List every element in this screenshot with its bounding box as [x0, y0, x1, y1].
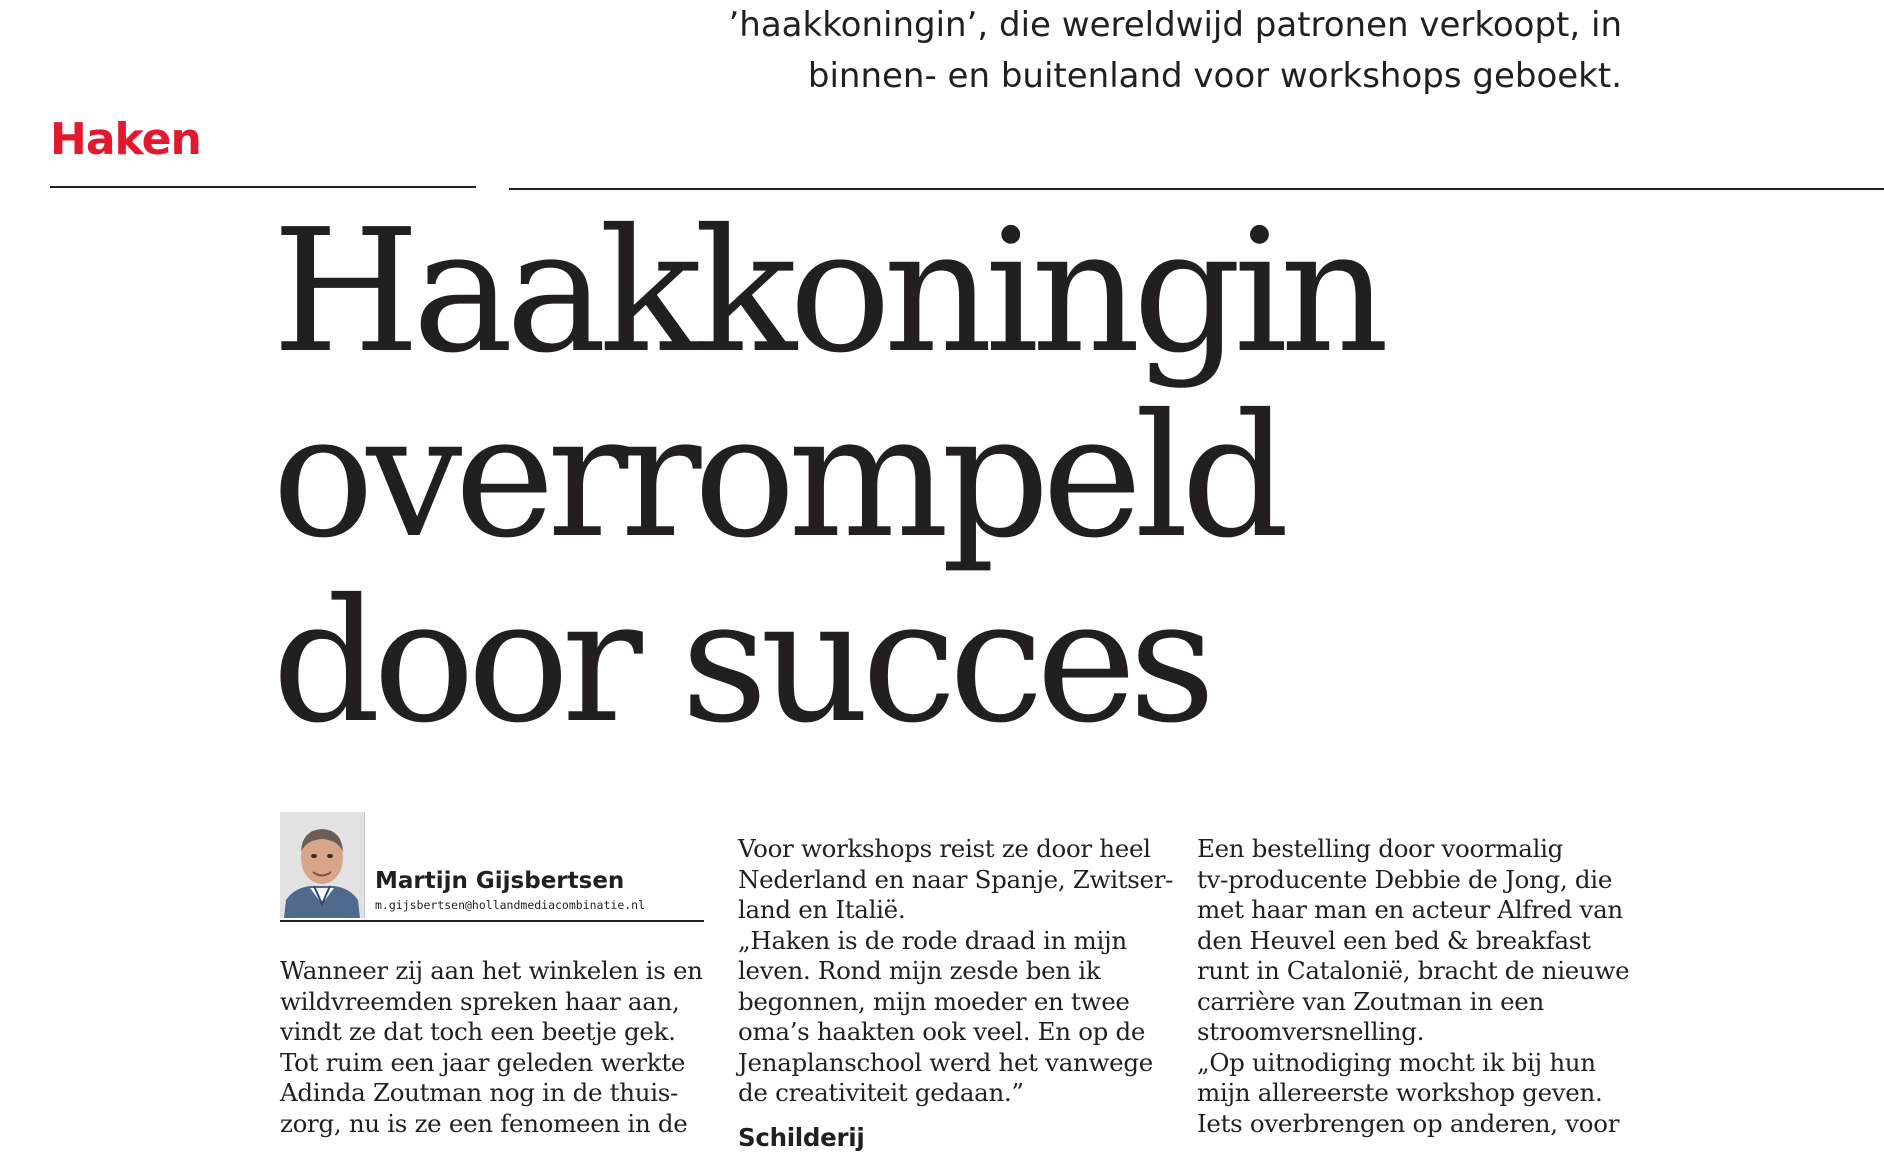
body-line: de creativiteit gedaan.” — [738, 1078, 1168, 1109]
column-subhead: Schilderij — [738, 1123, 1168, 1153]
section-label: Haken — [50, 114, 201, 166]
body-line: oma’s haakten ook veel. En op de — [738, 1017, 1168, 1048]
article-column-3 — [1197, 834, 1627, 1139]
body-line: Adinda Zoutman nog in de thuis- — [280, 1078, 710, 1109]
body-line: Nederland en naar Spanje, Zwitser- — [738, 865, 1168, 896]
body-line: den Heuvel een bed & breakfast — [1197, 926, 1627, 957]
body-line: wildvreemden spreken haar aan, — [280, 987, 710, 1018]
byline — [280, 812, 704, 922]
body-line: carrière van Zoutman in een — [1197, 987, 1627, 1018]
body-line: begonnen, mijn moeder en twee — [738, 987, 1168, 1018]
body-line: land en Italië. — [738, 895, 1168, 926]
author-photo — [280, 812, 365, 918]
body-line: Voor workshops reist ze door heel — [738, 834, 1168, 865]
intro-line: ’haakkoningin’, die wereldwijd patronen verkoopt, in — [700, 0, 1622, 51]
byline-rule — [280, 920, 704, 922]
body-line: zorg, nu is ze een fenomeen in de — [280, 1109, 710, 1140]
article-column-2 — [738, 834, 1168, 1153]
body-line: runt in Catalonië, bracht de nieuwe — [1197, 956, 1627, 987]
author-photo-icon — [280, 812, 364, 918]
headline-line: Haakkoningin — [272, 200, 1381, 385]
body-line: leven. Rond mijn zesde ben ik — [738, 956, 1168, 987]
body-line: tv-producente Debbie de Jong, die — [1197, 865, 1627, 896]
body-line: „Op uitnodiging mocht ik bij hun — [1197, 1048, 1627, 1079]
body-line: Wanneer zij aan het winkelen is en — [280, 956, 710, 987]
body-line: Iets overbrengen op anderen, voor — [1197, 1109, 1627, 1140]
section-rule-left — [50, 186, 476, 188]
headline — [272, 200, 1381, 755]
body-line: „Haken is de rode draad in mijn — [738, 926, 1168, 957]
body-line: met haar man en acteur Alfred van — [1197, 895, 1627, 926]
section-rule-right — [509, 188, 1884, 190]
intro-line: binnen- en buitenland voor workshops geboekt. — [700, 51, 1622, 102]
body-line: vindt ze dat toch een beetje gek. — [280, 1017, 710, 1048]
body-line: Tot ruim een jaar geleden werkte — [280, 1048, 710, 1079]
article-column-1 — [280, 956, 710, 1139]
body-line: stroomversnelling. — [1197, 1017, 1627, 1048]
author-name: Martijn Gijsbertsen — [375, 868, 624, 894]
body-line: mijn allereerste workshop geven. — [1197, 1078, 1627, 1109]
headline-line: overrompeld — [272, 385, 1381, 570]
body-line: Een bestelling door voormalig — [1197, 834, 1627, 865]
intro-text — [700, 0, 1622, 102]
headline-line: door succes — [272, 570, 1381, 755]
author-email[interactable]: m.gijsbertsen@hollandmediacombinatie.nl — [375, 898, 645, 912]
body-line: Jenaplanschool werd het vanwege — [738, 1048, 1168, 1079]
